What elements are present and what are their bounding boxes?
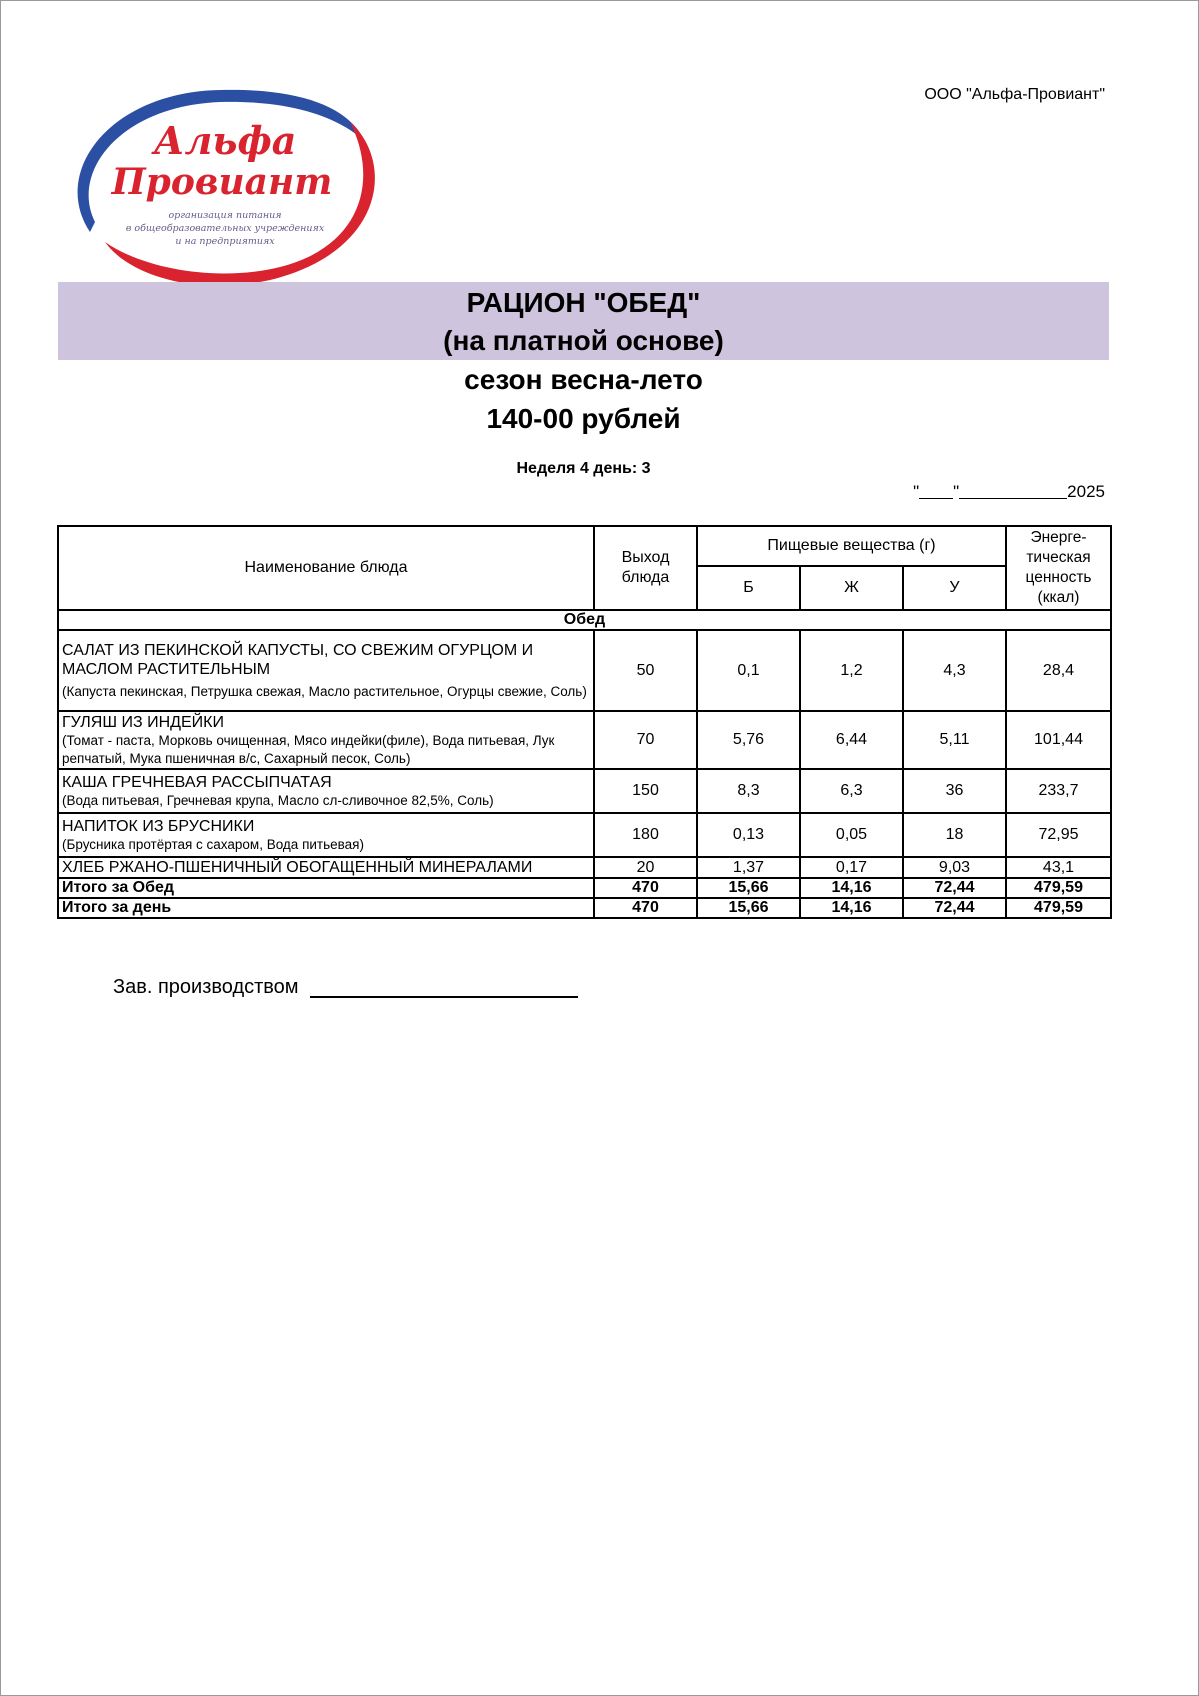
svg-text:организация питания: организация питания <box>168 210 282 221</box>
dish-energy: 233,7 <box>1006 769 1111 813</box>
header-energy: Энерге-тическая ценность (ккал) <box>1006 526 1111 610</box>
total-row-lunch <box>58 878 1111 898</box>
dish-yield: 20 <box>594 857 697 878</box>
total-yield: 470 <box>594 878 697 898</box>
header-fat: Ж <box>800 566 903 610</box>
total-row-day <box>58 898 1111 918</box>
header-dish-name: Наименование блюда <box>58 526 594 610</box>
table-row <box>58 857 1111 878</box>
dish-yield: 70 <box>594 711 697 769</box>
dish-fat: 0,17 <box>800 857 903 878</box>
svg-text:в общеобразовательных учрежден: в общеобразовательных учреждениях <box>125 223 325 234</box>
signature-label: Зав. производством <box>113 976 299 998</box>
title-price: 140-00 рублей <box>486 403 681 434</box>
table-row <box>58 630 1111 711</box>
dish-ingredients: (Капуста пекинская, Петрушка свежая, Масло растительное, Огурцы свежие, Соль) <box>62 683 587 699</box>
total-energy: 479,59 <box>1006 878 1111 898</box>
table-row <box>58 711 1111 769</box>
signature-line <box>310 996 578 998</box>
table-row <box>58 769 1111 813</box>
title-paid-basis: (на платной основе) <box>443 325 724 356</box>
dish-energy: 28,4 <box>1006 630 1111 711</box>
total-protein: 15,66 <box>697 878 800 898</box>
total-carbs: 72,44 <box>903 898 1006 918</box>
total-fat: 14,16 <box>800 878 903 898</box>
total-label: Итого за Обед <box>58 878 594 898</box>
header-yield: Выход блюда <box>594 526 697 610</box>
dish-name: КАША ГРЕЧНЕВАЯ РАССЫПЧАТАЯ <box>62 773 332 791</box>
dish-energy: 43,1 <box>1006 857 1111 878</box>
company-name: ООО "Альфа-Провиант" <box>924 86 1105 103</box>
week-day: Неделя 4 день: 3 <box>516 460 651 477</box>
dish-carbs: 18 <box>903 813 1006 857</box>
svg-text:Альфа: Альфа <box>153 118 297 163</box>
dish-protein: 0,13 <box>697 813 800 857</box>
dish-name: ГУЛЯШ ИЗ ИНДЕЙКИ <box>62 713 224 731</box>
title-ration: РАЦИОН "ОБЕД" <box>466 287 701 318</box>
dish-ingredients: (Томат - паста, Морковь очищенная, Мясо индейки(филе), Вода питьевая, Лук репчатый, Мука пшеничная в/с, Сахарный песок, Соль) <box>62 732 555 766</box>
header-carbs: У <box>903 566 1006 610</box>
dish-carbs: 5,11 <box>903 711 1006 769</box>
dish-fat: 1,2 <box>800 630 903 711</box>
total-carbs: 72,44 <box>903 878 1006 898</box>
dish-protein: 0,1 <box>697 630 800 711</box>
menu-table <box>57 525 1112 919</box>
header-protein: Б <box>697 566 800 610</box>
dish-name: НАПИТОК ИЗ БРУСНИКИ <box>62 817 255 835</box>
dish-carbs: 36 <box>903 769 1006 813</box>
dish-name: ХЛЕБ РЖАНО-ПШЕНИЧНЫЙ ОБОГАЩЕННЫЙ МИНЕРАЛАМИ <box>62 859 533 876</box>
header-nutrients: Пищевые вещества (г) <box>697 526 1006 566</box>
dish-ingredients: (Вода питьевая, Гречневая крупа, Масло сл-сливочное 82,5%, Соль) <box>62 792 494 808</box>
dish-carbs: 9,03 <box>903 857 1006 878</box>
total-yield: 470 <box>594 898 697 918</box>
dish-fat: 0,05 <box>800 813 903 857</box>
dish-yield: 180 <box>594 813 697 857</box>
dish-protein: 5,76 <box>697 711 800 769</box>
svg-text:и на предприятиях: и на предприятиях <box>175 236 275 247</box>
dish-ingredients: (Брусника протёртая с сахаром, Вода питьевая) <box>62 836 364 852</box>
svg-text:Провиант: Провиант <box>111 161 333 203</box>
dish-protein: 1,37 <box>697 857 800 878</box>
total-label: Итого за день <box>58 898 594 918</box>
dish-fat: 6,3 <box>800 769 903 813</box>
dish-fat: 6,44 <box>800 711 903 769</box>
dish-energy: 72,95 <box>1006 813 1111 857</box>
total-fat: 14,16 <box>800 898 903 918</box>
dish-yield: 50 <box>594 630 697 711</box>
dish-protein: 8,3 <box>697 769 800 813</box>
table-row <box>58 813 1111 857</box>
section-lunch: Обед <box>58 610 1111 630</box>
dish-yield: 150 <box>594 769 697 813</box>
dish-carbs: 4,3 <box>903 630 1006 711</box>
dish-name: САЛАТ ИЗ ПЕКИНСКОЙ КАПУСТЫ, СО СВЕЖИМ ОГУРЦОМ И МАСЛОМ РАСТИТЕЛЬНЫМ <box>62 641 534 678</box>
total-energy: 479,59 <box>1006 898 1111 918</box>
dish-energy: 101,44 <box>1006 711 1111 769</box>
title-season: сезон весна-лето <box>464 364 703 395</box>
total-protein: 15,66 <box>697 898 800 918</box>
date-field: " " 2025 <box>913 482 1105 501</box>
company-logo <box>50 82 390 292</box>
